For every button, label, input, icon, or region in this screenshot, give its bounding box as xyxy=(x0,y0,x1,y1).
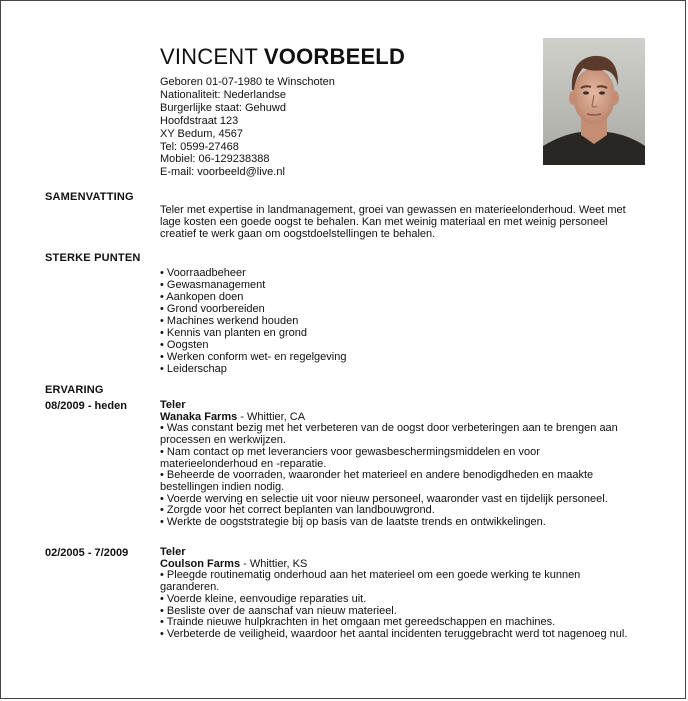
list-item: • Verbeterde de veiligheid, waardoor het aantal incidenten teruggebracht werd tot nagenoeg nul. xyxy=(160,627,628,640)
list-item: • Was constant bezig met het verbeteren van de oogst door verbeteringen aan te brengen aan processen en werkwijzen. xyxy=(160,422,618,447)
company-location: - Whittier, KS xyxy=(240,557,308,570)
list-item: • Aankopen doen xyxy=(160,291,244,303)
list-item: • Trainde nieuwe hulpkrachten in het omgaan met gereedschappen en machines. xyxy=(160,616,556,629)
job-entry xyxy=(160,547,630,641)
summary-text: Teler met expertise in landmanagement, groei van gewassen en materieelonderhoud. Weet met lage kosten een goede oogst te behalen. Kan met weinig materiaal en met weinig personeel creatief te werk gaan om oogstdoelstellingen te behalen. xyxy=(160,204,626,240)
job-dates: 02/2005 - 7/2009 xyxy=(45,547,129,559)
list-item: • Beheerde de voorraden, waaronder het materieel en andere benodigdheden en maakte bestellingen indien nodig. xyxy=(160,469,594,493)
contact-line: Hoofdstraat 123 xyxy=(160,114,239,127)
list-item: • Besliste over de aanschaf van nieuw materieel. xyxy=(160,604,397,617)
list-item: • Voerde kleine, eenvoudige reparaties uit. xyxy=(160,592,367,605)
contact-line: Burgerlijke staat: Gehuwd xyxy=(160,101,286,114)
list-item: • Voerde werving en selectie uit voor nieuw personeel, waaronder vast en tijdelijk personeel. xyxy=(160,492,608,505)
contact-line: Mobiel: 06-129238388 xyxy=(160,153,270,166)
list-item: • Werkte de oogststrategie bij op basis van de laatste trends en ontwikkelingen. xyxy=(160,516,546,529)
task-list xyxy=(160,423,630,528)
contact-line: XY Bedum, 4567 xyxy=(160,127,243,140)
job-dates: 08/2009 - heden xyxy=(45,400,127,412)
job-title: Teler xyxy=(160,399,186,411)
last-name: VOORBEELD xyxy=(263,44,406,69)
section-title-experience: ERVARING xyxy=(45,384,104,396)
list-item: • Machines werkend houden xyxy=(160,315,299,327)
contact-line: Tel: 0599-27468 xyxy=(160,140,239,153)
list-item: • Zorgde voor het correct beplanten van landbouwgrond. xyxy=(160,504,435,517)
job-title: Teler xyxy=(160,546,186,558)
contact-line: Geboren 01-07-1980 te Winschoten xyxy=(160,76,335,88)
first-name: VINCENT xyxy=(160,44,258,69)
task-list xyxy=(160,570,630,640)
list-item: • Leiderschap xyxy=(160,363,227,375)
section-title-strengths: STERKE PUNTEN xyxy=(45,252,141,264)
list-item: • Pleegde routinematig onderhoud aan het materieel om een goede werking te kunnen garanderen. xyxy=(160,569,581,594)
list-item: • Kennis van planten en grond xyxy=(160,327,307,339)
company-name: Wanaka Farms xyxy=(160,410,238,423)
section-title-summary: SAMENVATTING xyxy=(45,191,134,203)
list-item: • Grond voorbereiden xyxy=(160,303,265,315)
company-location: - Whittier, CA xyxy=(237,410,306,423)
job-entry xyxy=(160,400,630,529)
list-item: • Gewasmanagement xyxy=(160,279,266,291)
contact-line: E-mail: voorbeeld@live.nl xyxy=(160,166,285,179)
list-item: • Werken conform wet- en regelgeving xyxy=(160,351,347,363)
contact-details xyxy=(160,76,335,179)
list-item: • Voorraadbeheer xyxy=(160,267,246,279)
contact-line: Nationaliteit: Nederlandse xyxy=(160,88,286,101)
candidate-name xyxy=(160,44,405,70)
company-name: Coulson Farms xyxy=(160,557,241,570)
profile-photo xyxy=(543,38,645,165)
list-item: • Oogsten xyxy=(160,339,209,351)
list-item: • Nam contact op met leveranciers voor gewasbeschermingsmiddelen en voor materieelonderhoud en -reparatie. xyxy=(160,445,540,470)
strengths-list xyxy=(160,267,346,375)
